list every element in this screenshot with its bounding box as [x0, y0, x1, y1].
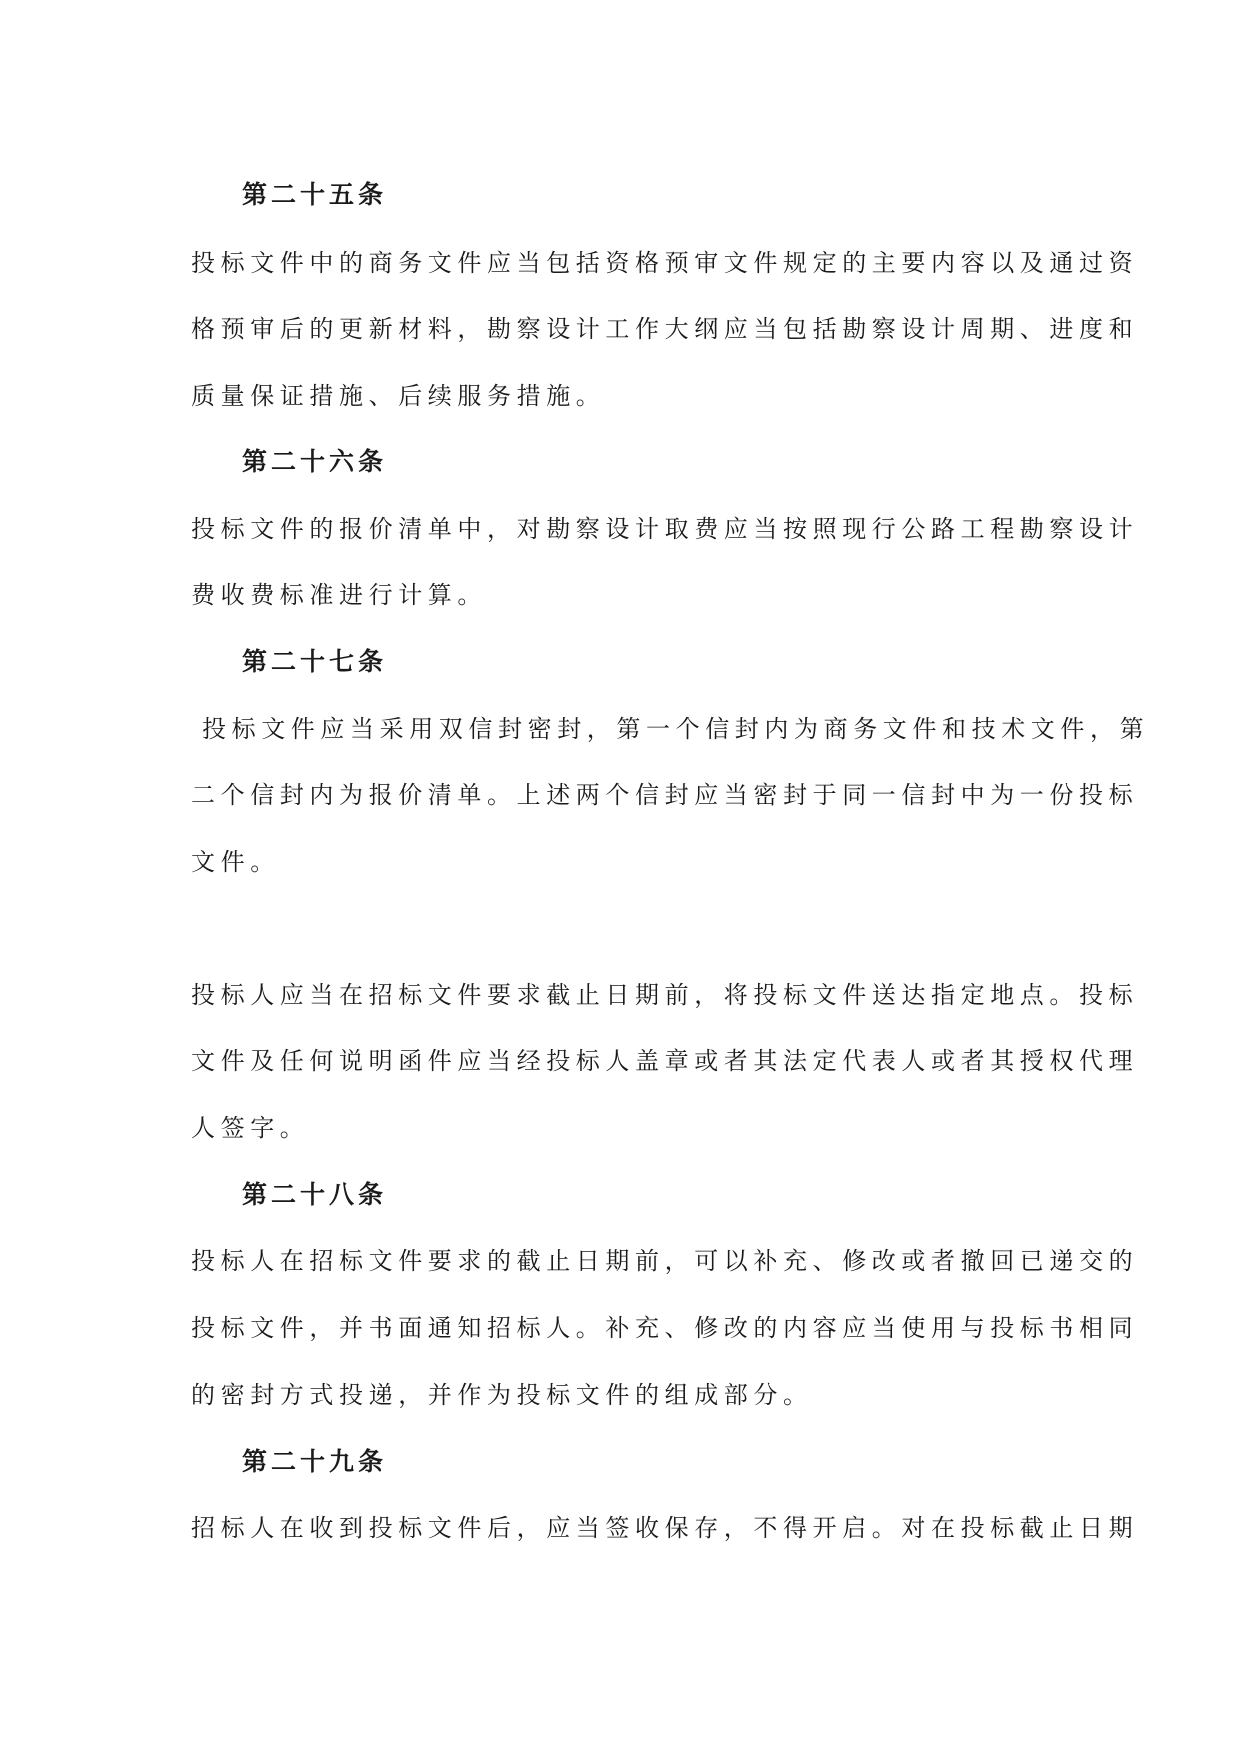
article-27-heading: 第二十七条 [242, 647, 388, 676]
article-25-heading: 第二十五条 [242, 180, 388, 209]
article-27-line-1: 投标文件应当采用双信封密封，第一个信封内为商务文件和技术文件，第 [202, 715, 1150, 743]
article-28-heading: 第二十八条 [242, 1180, 388, 1209]
article-25-line-3: 质量保证措施、后续服务措施。 [191, 382, 606, 410]
article-29-line-1: 招标人在收到投标文件后，应当签收保存，不得开启。对在投标截止日期 [191, 1514, 1139, 1542]
article-25-line-2: 格预审后的更新材料，勘察设计工作大纲应当包括勘察设计周期、进度和 [191, 315, 1139, 343]
submission-paragraph-line-3: 人签字。 [191, 1114, 310, 1142]
article-26-line-2: 费收费标准进行计算。 [191, 581, 487, 609]
article-26-heading: 第二十六条 [242, 447, 388, 476]
article-29-heading: 第二十九条 [242, 1447, 388, 1476]
article-27-line-3: 文件。 [191, 848, 280, 876]
article-28-line-3: 的密封方式投递，并作为投标文件的组成部分。 [191, 1381, 813, 1409]
submission-paragraph-line-1: 投标人应当在招标文件要求截止日期前，将投标文件送达指定地点。投标 [191, 981, 1139, 1009]
article-28-line-2: 投标文件，并书面通知招标人。补充、修改的内容应当使用与投标书相同 [191, 1314, 1139, 1342]
article-26-line-1: 投标文件的报价清单中，对勘察设计取费应当按照现行公路工程勘察设计 [191, 515, 1139, 543]
article-25-line-1: 投标文件中的商务文件应当包括资格预审文件规定的主要内容以及通过资 [191, 249, 1139, 277]
submission-paragraph-line-2: 文件及任何说明函件应当经投标人盖章或者其法定代表人或者其授权代理 [191, 1047, 1139, 1075]
article-27-line-2: 二个信封内为报价清单。上述两个信封应当密封于同一信封中为一份投标 [191, 781, 1139, 809]
article-28-line-1: 投标人在招标文件要求的截止日期前，可以补充、修改或者撤回已递交的 [191, 1247, 1139, 1275]
